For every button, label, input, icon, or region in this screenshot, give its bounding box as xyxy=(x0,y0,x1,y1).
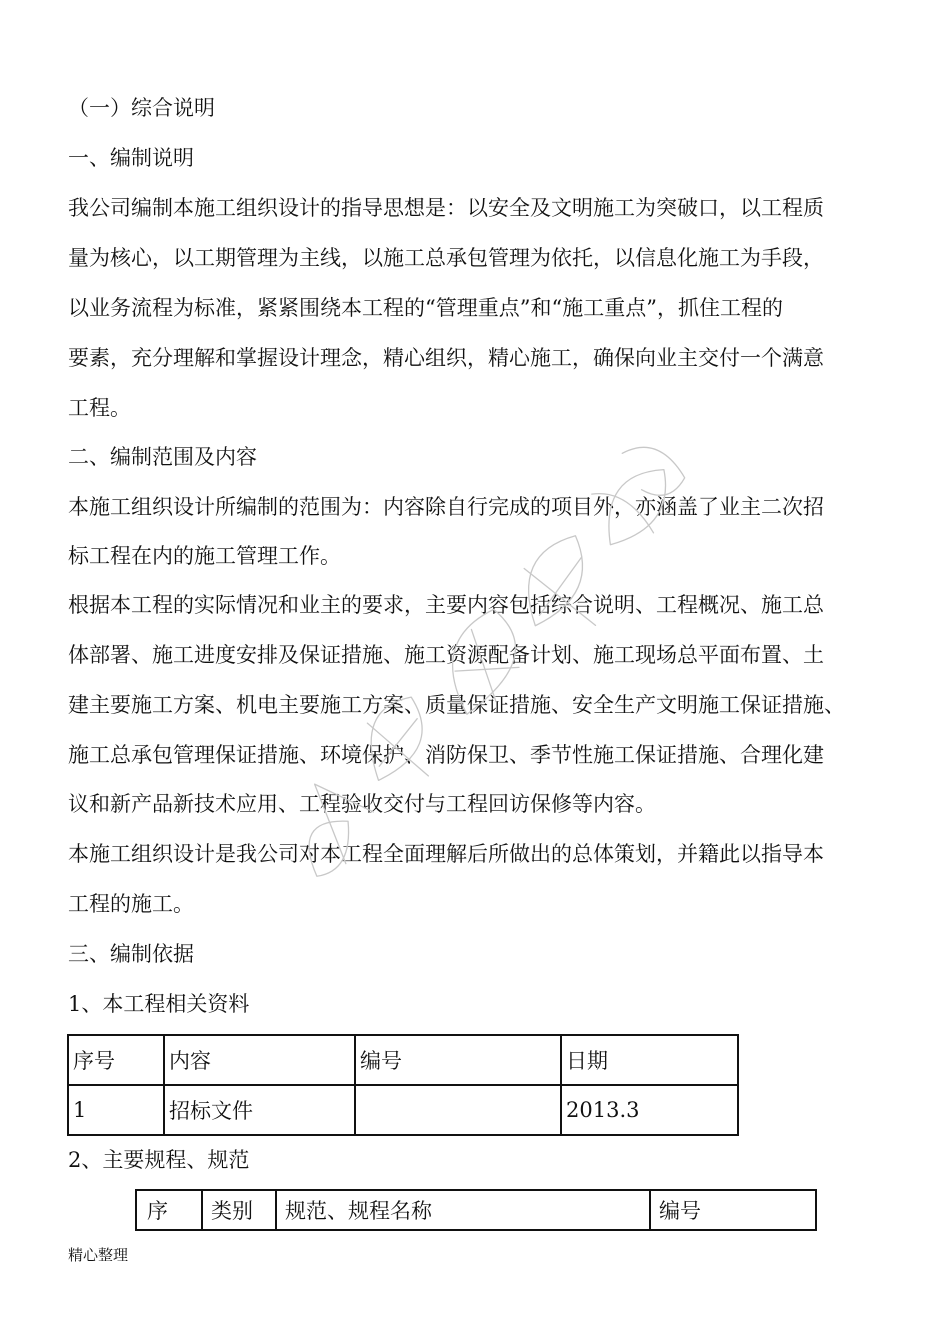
paragraph-line: 工程。 xyxy=(68,396,131,420)
table-header-cell: 日期 xyxy=(561,1035,738,1085)
project-materials-table xyxy=(67,1034,739,1136)
table-header-cell: 编号 xyxy=(355,1035,561,1085)
table-cell: 招标文件 xyxy=(164,1085,355,1135)
paragraph-line: 工程的施工。 xyxy=(68,892,194,916)
subheading-project-materials: 1、本工程相关资料 xyxy=(68,992,250,1016)
paragraph-line: 议和新产品新技术应用、工程验收交付与工程回访保修等内容。 xyxy=(68,792,656,816)
table-cell: 1 xyxy=(68,1085,164,1135)
paragraph-line: 本施工组织设计所编制的范围为：内容除自行完成的项目外，亦涵盖了业主二次招 xyxy=(68,495,824,519)
paragraph-line: 根据本工程的实际情况和业主的要求，主要内容包括综合说明、工程概况、施工总 xyxy=(68,593,824,617)
table-header-cell: 编号 xyxy=(650,1190,816,1230)
table-cell: 2013.3 xyxy=(561,1085,738,1135)
heading-scope-content: 二、编制范围及内容 xyxy=(68,445,257,469)
table-cell xyxy=(355,1085,561,1135)
paragraph-line: 量为核心，以工期管理为主线，以施工总承包管理为依托，以信息化施工为手段， xyxy=(68,246,824,270)
table-header-cell: 序号 xyxy=(68,1035,164,1085)
paragraph-line: 施工总承包管理保证措施、环境保护、消防保卫、季节性施工保证措施、合理化建 xyxy=(68,743,824,767)
table-header-cell: 序 xyxy=(136,1190,202,1230)
paragraph-line: 标工程在内的施工管理工作。 xyxy=(68,544,341,568)
paragraph-line: 建主要施工方案、机电主要施工方案、质量保证措施、安全生产文明施工保证措施、 xyxy=(68,693,845,717)
heading-preparation-notes: 一、编制说明 xyxy=(68,146,194,170)
paragraph-line: 体部署、施工进度安排及保证措施、施工资源配备计划、施工现场总平面布置、土 xyxy=(68,643,824,667)
table-header-row xyxy=(68,1035,738,1085)
table-header-row xyxy=(136,1190,816,1230)
regulations-table xyxy=(135,1189,817,1231)
paragraph-line: 本施工组织设计是我公司对本工程全面理解后所做出的总体策划，并籍此以指导本 xyxy=(68,842,824,866)
table-row xyxy=(68,1085,738,1135)
table-header-cell: 规范、规程名称 xyxy=(276,1190,650,1230)
paragraph-line: 我公司编制本施工组织设计的指导思想是：以安全及文明施工为突破口，以工程质 xyxy=(68,196,824,220)
heading-basis: 三、编制依据 xyxy=(68,942,194,966)
section-heading-overview: （一）综合说明 xyxy=(68,96,215,120)
paragraph-line: 以业务流程为标准，紧紧围绕本工程的“管理重点”和“施工重点”，抓住工程的 xyxy=(68,296,783,320)
subheading-regulations: 2、主要规程、规范 xyxy=(68,1148,250,1172)
table-header-cell: 类别 xyxy=(202,1190,276,1230)
table-header-cell: 内容 xyxy=(164,1035,355,1085)
page-footer: 精心整理 xyxy=(68,1246,129,1264)
paragraph-line: 要素，充分理解和掌握设计理念，精心组织，精心施工，确保向业主交付一个满意 xyxy=(68,346,824,370)
